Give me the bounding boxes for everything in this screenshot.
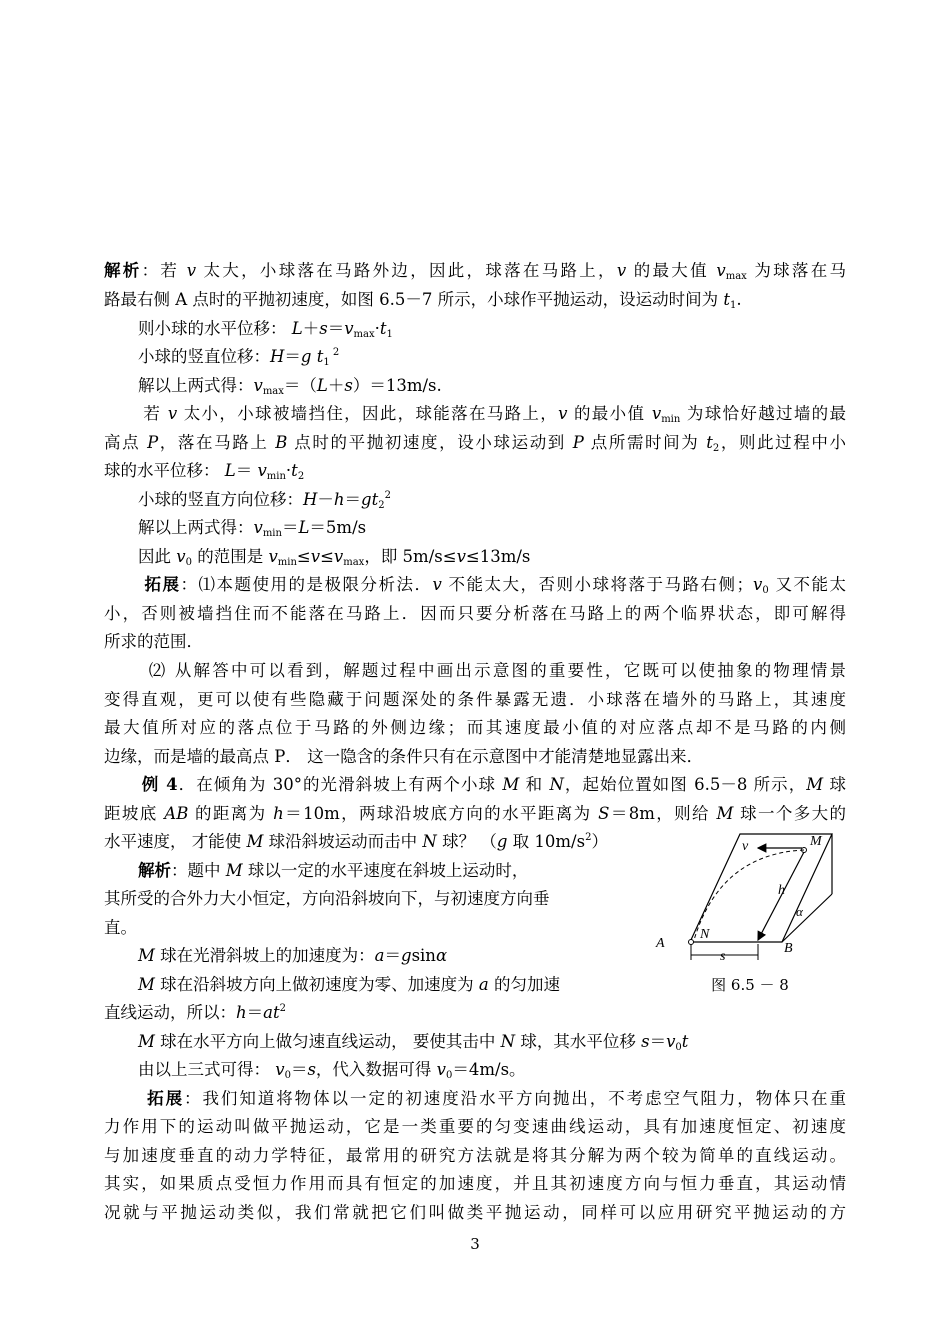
figure-6-5-8 [650, 826, 850, 996]
label-b: B [784, 941, 793, 956]
text-line: 水平速度， 才能使 M 球沿斜坡运动而击中 N 球？ （g 取 $10m/s^2$） [104, 832, 608, 851]
label-n: N [700, 927, 710, 942]
label-s: s [720, 949, 726, 964]
text-line: 解析：题中 M 球以一定的水平速度在斜坡上运动时， [138, 861, 529, 880]
text-line: 小球的竖直方向位移：$H-h=gt_2^2$ [138, 490, 391, 511]
figure-caption: 图 6.5 － 8 [711, 976, 789, 994]
text-line: 则小球的水平位移： $L+s=v_{max}\cdot t_1$ [138, 319, 393, 340]
text-line: 力作用下的运动叫做平抛运动，它是一类重要的匀变速曲线运动，具有加速度恒定、初速度 [104, 1117, 846, 1136]
text-line: 直线运动，所以：$h=at^2$ [104, 1003, 286, 1022]
text-line: 况就与平抛运动类似，我们常就把它们叫做类平抛运动，同样可以应用研究平抛运动的方 [104, 1203, 846, 1222]
text-line: 直。 [104, 918, 137, 937]
text-line: 解以上两式得：$v_{min}=L=5m/s$ [138, 518, 367, 539]
text-line: M 球在光滑斜坡上的加速度为：a＝gsinα [138, 946, 448, 965]
trajectory [694, 850, 804, 940]
text-line: 例 4．在倾角为 30°的光滑斜坡上有两个小球 M 和 N，起始位置如图 6.5－8 所示，M 球 [141, 775, 846, 794]
example-label: 例 4 [141, 775, 178, 794]
text-line: 拓展：⑴本题使用的是极限分析法．v 不能太大，否则小球将落于马路右侧；$v_0$ 又不能太 [144, 575, 846, 596]
label-m: M [810, 834, 822, 849]
text-line: 拓展：我们知道将物体以一定的初速度沿水平方向抛出，不考虑空气阻力，物体只在重 [147, 1089, 846, 1108]
text-line: 变得直观，更可以使有些隐藏于问题深处的条件暴露无遗．小球落在墙外的马路上，其速度 [104, 690, 846, 709]
text-line: 由以上三式可得： $v_0=s$，代入数据可得 $v_0=4m/s$。 [138, 1060, 526, 1081]
slope-diagram [650, 826, 850, 971]
label-v: v [742, 839, 749, 854]
text-line: M 球在沿斜坡方向上做初速度为零、加速度为 a 的匀加速 [138, 975, 560, 994]
text-line: 解析：若 v 太大，小球落在马路外边，因此，球落在马路上，v 的最大值 $v_{max}$ 为球落在马 [104, 261, 847, 282]
text-line: 小，否则被墙挡住而不能落在马路上．因而只要分析落在马路上的两个临界状态，即可解得 [104, 604, 846, 623]
label-h: h [778, 883, 785, 898]
page-number: 3 [470, 1235, 480, 1253]
text-line: 距坡底 AB 的距离为 h＝10m，两球沿坡底方向的水平距离为 S＝8m，则给 M 球一个多大的 [104, 804, 847, 823]
text-line: M 球在水平方向上做匀速直线运动， 要使其击中 N 球，其水平位移 $s=v_0t$ [138, 1032, 689, 1053]
text-line: 其所受的合外力大小恒定，方向沿斜坡向下，与初速度方向垂 [104, 889, 550, 908]
text-line: 最大值所对应的落点位于马路的外侧边缘；而其速度最小值的对应落点却不是马路的内侧 [104, 718, 846, 737]
text-line: ⑵ 从解答中可以看到，解题过程中画出示意图的重要性，它既可以使抽象的物理情景 [104, 661, 846, 680]
label-alpha: α [796, 904, 803, 919]
text-line: 其实，如果质点受恒力作用而具有恒定的加速度，并且其初速度方向与恒力垂直，其运动情 [104, 1174, 846, 1193]
ball-n [689, 940, 694, 945]
label-a: A [656, 936, 665, 951]
text-line: 边缘，而是墙的最高点 P． 这一隐含的条件只有在示意图中才能清楚地显露出来． [104, 747, 704, 766]
text-line: 路最右侧 A 点时的平抛初速度，如图 6.5－7 所示，小球作平抛运动，设运动时间为 $t_1$. [104, 290, 742, 311]
text-line: 解以上两式得：$v_{max}=(L+s)=13m/s$. [138, 376, 442, 397]
text-line: 高点 P，落在马路上 B 点时的平抛初速度，设小球运动到 P 点所需时间为 $t_2$，则此过程中小 [104, 433, 847, 454]
slope-base-edge [782, 894, 832, 942]
text-line: 所求的范围． [104, 632, 203, 651]
text-line: 因此 $v_0$ 的范围是 $v_{min}\le v\le v_{max}$，即 5m/s≤v≤13m/s [138, 547, 531, 568]
text-line: 小球的竖直位移：H＝g $t_1$ $^2$ [138, 347, 340, 368]
text-line: 球的水平位移： $L= v_{min}\cdot t_2$ [104, 461, 305, 482]
extension-label: 拓展 [144, 575, 181, 594]
analysis-label: 解析 [104, 261, 142, 280]
slope-surface [690, 834, 832, 942]
text-line: 若 v 太小，小球被墙挡住，因此，球能落在马路上，v 的最小值 $v_{min}$ 为球恰好越过墙的最 [104, 404, 846, 425]
text-line: 与加速度垂直的动力学特征，最常用的研究方法就是将其分解为两个较为简单的直线运动。 [104, 1146, 846, 1165]
